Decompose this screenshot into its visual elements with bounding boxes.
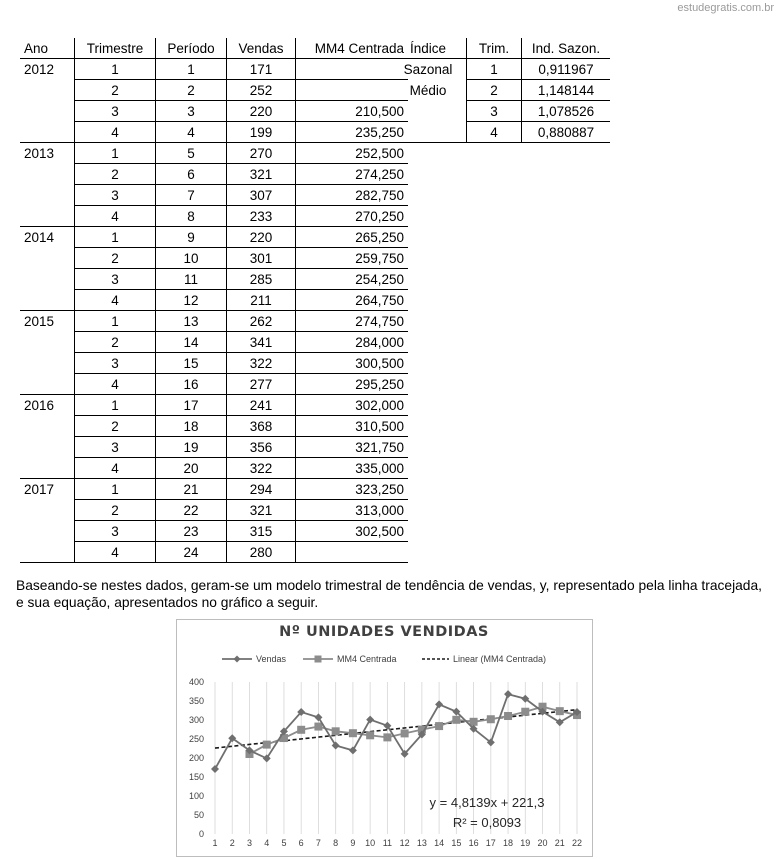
y-tick-label: 200 [188,753,204,763]
x-tick-label: 8 [333,838,339,848]
sales-cell: 4 [156,122,227,143]
x-tick-label: 19 [520,838,531,848]
index-cell: 4 [467,122,522,143]
sales-row [20,143,408,164]
index-cell: 0,880887 [522,122,611,143]
sales-cell: 23 [156,521,227,542]
index-cell: 1 [467,59,522,80]
x-tick-label: 5 [281,838,287,848]
sales-cell: 233 [227,206,296,227]
sales-cell [20,542,75,563]
x-tick-label: 13 [416,838,427,848]
mm4-point [314,723,322,731]
index-label-cell [390,122,467,143]
sales-cell: 307 [227,185,296,206]
sales-row [20,500,408,521]
sales-cell: 9 [156,227,227,248]
x-tick-label: 9 [350,838,356,848]
index-row [390,101,610,122]
y-tick-label: 100 [188,791,204,801]
sales-cell: 2014 [24,229,55,245]
vendas-point [435,700,443,708]
index-cell: 0,911967 [522,59,611,80]
mm4-point [263,741,271,749]
sales-cell: 277 [227,374,296,395]
sales-cell: 252,500 [296,143,409,164]
mm4-point [349,729,357,737]
mm4-point [452,716,460,724]
sales-cell: 284,000 [296,332,409,353]
sales-cell: 1 [75,479,156,500]
index-row [390,122,610,143]
sales-cell [20,101,75,122]
y-tick-label: 250 [188,734,204,744]
index-row [390,80,610,101]
sales-row [20,332,408,353]
sales-cell: 235,250 [296,122,409,143]
index-label-cell: Sazonal [403,61,453,77]
sales-cell: 322 [227,353,296,374]
mm4-point [297,726,305,734]
sales-row [20,437,408,458]
sales-cell [20,437,75,458]
sales-row [20,227,408,248]
sales-cell: 5 [156,143,227,164]
vendas-point [556,718,564,726]
sales-cell [20,122,75,143]
vendas-point [332,741,340,749]
sales-cell: 341 [227,332,296,353]
x-tick-label: 17 [485,838,496,848]
index-header-cell: Ind. Sazon. [522,38,611,59]
sales-cell: 199 [227,122,296,143]
sales-row [20,311,408,332]
sales-cell: 3 [75,521,156,542]
sales-cell [20,458,75,479]
sales-cell [20,500,75,521]
sales-cell: 4 [75,542,156,563]
sales-cell: 2015 [24,313,55,329]
sales-row [20,395,408,416]
sales-header-cell: Trimestre [75,38,156,59]
sales-row [20,101,408,122]
index-header-cell: Trim. [467,38,522,59]
sales-cell: 270,250 [296,206,409,227]
sales-cell: 21 [156,479,227,500]
index-row [390,59,610,80]
vendas-point [366,716,374,724]
sales-cell: 2 [156,80,227,101]
sales-cell [296,542,409,563]
sales-cell: 1 [75,395,156,416]
sales-cell: 4 [75,122,156,143]
sales-cell: 252 [227,80,296,101]
sales-cell: 3 [75,353,156,374]
sales-cell [20,80,75,101]
sales-cell [20,416,75,437]
x-tick-label: 16 [468,838,479,848]
x-tick-label: 1 [212,838,218,848]
vendas-point [349,746,357,754]
sales-row [20,374,408,395]
sales-cell: 17 [156,395,227,416]
vendas-point [211,765,219,773]
sales-cell: 220 [227,227,296,248]
trend-equation: y = 4,8139x + 221,3 [429,795,545,810]
sales-cell: 210,500 [296,101,409,122]
chart-canvas [177,620,592,856]
sales-cell: 3 [75,437,156,458]
sales-cell: 300,500 [296,353,409,374]
sales-header-cell: Vendas [227,38,296,59]
mm4-point [401,729,409,737]
sales-cell: 2 [75,332,156,353]
sales-cell: 10 [156,248,227,269]
sales-cell: 274,750 [296,311,409,332]
x-tick-label: 12 [399,838,410,848]
sales-cell [20,332,75,353]
sales-cell: 282,750 [296,185,409,206]
index-cell: 1,078526 [522,101,611,122]
sales-row [20,353,408,374]
sales-cell: 322 [227,458,296,479]
sales-cell: 2 [75,80,156,101]
x-tick-label: 11 [382,838,393,848]
sales-cell: 321 [227,164,296,185]
y-tick-label: 300 [188,715,204,725]
mm4-point [487,715,495,723]
sales-cell: 294 [227,479,296,500]
sales-cell: 24 [156,542,227,563]
sales-cell: 356 [227,437,296,458]
y-tick-label: 0 [198,829,204,839]
sales-row [20,416,408,437]
sales-header-cell: Período [156,38,227,59]
description-paragraph: Baseando-se nestes dados, geram-se um modelo trimestral de tendência de vendas, y, representado pela linha tracejada, e sua equação, apresentados no gráfico a seguir. [16,578,762,610]
mm4-point [504,712,512,720]
sales-row [20,80,408,101]
sales-cell: 3 [75,269,156,290]
sales-cell: 302,000 [296,395,409,416]
sales-cell: 2017 [24,481,55,497]
sales-cell: 2016 [24,397,55,413]
sales-cell: 301 [227,248,296,269]
sales-row [20,206,408,227]
sales-row [20,458,408,479]
sales-cell: 14 [156,332,227,353]
sales-cell: 7 [156,185,227,206]
sales-cell: 265,250 [296,227,409,248]
sales-cell: 20 [156,458,227,479]
sales-row [20,479,408,500]
sales-cell: 264,750 [296,290,409,311]
mm4-point [521,708,529,716]
sales-cell: 302,500 [296,521,409,542]
sales-cell: 18 [156,416,227,437]
sales-cell: 15 [156,353,227,374]
index-cell: 3 [467,101,522,122]
legend-marker-vendas [234,656,241,663]
x-tick-label: 6 [298,838,304,848]
y-tick-label: 350 [188,696,204,706]
sales-cell [20,374,75,395]
sales-cell: 3 [75,185,156,206]
sales-cell: 2 [75,416,156,437]
sales-cell: 285 [227,269,296,290]
sales-cell: 321,750 [296,437,409,458]
sales-cell: 12 [156,290,227,311]
mm4-point [366,731,374,739]
sales-chart [176,619,593,857]
sales-cell: 4 [75,206,156,227]
x-tick-label: 20 [537,838,548,848]
sales-cell: 4 [75,374,156,395]
y-tick-label: 50 [193,810,204,820]
y-tick-label: 400 [188,677,204,687]
sales-row [20,185,408,206]
sales-cell: 1 [75,143,156,164]
x-tick-label: 18 [503,838,514,848]
sales-header-cell: Ano [20,38,75,59]
sales-cell: 321 [227,500,296,521]
sales-row [20,542,408,563]
sales-row [20,59,408,80]
sales-cell: 16 [156,374,227,395]
sales-cell [20,353,75,374]
x-tick-label: 15 [451,838,462,848]
sales-row [20,164,408,185]
sales-cell [20,521,75,542]
sales-cell: 2012 [24,61,55,77]
sales-row [20,122,408,143]
sales-cell: 8 [156,206,227,227]
sales-row [20,248,408,269]
x-tick-label: 7 [315,838,321,848]
sales-cell: 262 [227,311,296,332]
mm4-point [383,733,391,741]
seasonal-index-table [390,38,610,143]
sales-cell [20,164,75,185]
sales-cell: 368 [227,416,296,437]
sales-table [20,38,408,563]
sales-cell: 274,250 [296,164,409,185]
vendas-point [383,722,391,730]
x-tick-label: 2 [229,838,235,848]
sales-cell: 2 [75,500,156,521]
index-cell: 2 [467,80,522,101]
sales-cell [20,269,75,290]
sales-cell: 3 [75,101,156,122]
sales-cell: 11 [156,269,227,290]
sales-cell: 241 [227,395,296,416]
legend-label-mm4: MM4 Centrada [337,654,397,664]
sales-cell [20,290,75,311]
index-header-cell: Índice [390,38,467,59]
sales-cell: 280 [227,542,296,563]
sales-cell: 2 [75,164,156,185]
mm4-point [332,727,340,735]
sales-cell [20,248,75,269]
sales-cell: 335,000 [296,458,409,479]
sales-cell [20,185,75,206]
chart-title: Nº UNIDADES VENDIDAS [279,624,489,640]
mm4-point [470,718,478,726]
x-tick-label: 14 [434,838,445,848]
sales-cell: 310,500 [296,416,409,437]
index-label-cell [390,101,467,122]
sales-row [20,290,408,311]
r-squared-label: R² = 0,8093 [452,815,522,830]
vendas-point [504,690,512,698]
sales-cell: 19 [156,437,227,458]
sales-cell: 220 [227,101,296,122]
sales-cell: 1 [75,227,156,248]
sales-cell: 270 [227,143,296,164]
watermark: estudegratis.com.br [677,2,774,14]
sales-cell: 295,250 [296,374,409,395]
sales-cell: 3 [156,101,227,122]
sales-row [20,521,408,542]
sales-cell: 1 [156,59,227,80]
legend-marker-mm4 [315,656,322,663]
sales-header-cell: MM4 Centrada [296,38,409,59]
mm4-point [556,707,564,715]
sales-row [20,269,408,290]
index-label-cell: Médio [409,82,447,98]
sales-cell: 2 [75,248,156,269]
sales-cell: 315 [227,521,296,542]
mm4-point [435,722,443,730]
sales-cell: 13 [156,311,227,332]
sales-cell: 6 [156,164,227,185]
x-tick-label: 3 [246,838,252,848]
sales-cell: 259,750 [296,248,409,269]
legend-label-vendas: Vendas [256,654,287,664]
x-tick-label: 21 [554,838,565,848]
sales-cell: 323,250 [296,479,409,500]
sales-cell: 22 [156,500,227,521]
sales-cell: 254,250 [296,269,409,290]
x-tick-label: 4 [264,838,270,848]
legend-label-linear: Linear (MM4 Centrada) [453,654,547,664]
sales-cell: 1 [75,59,156,80]
sales-cell: 4 [75,458,156,479]
sales-cell [20,206,75,227]
sales-cell: 171 [227,59,296,80]
vendas-point [314,713,322,721]
x-tick-label: 22 [571,838,583,848]
sales-cell: 1 [75,311,156,332]
sales-cell: 4 [75,290,156,311]
sales-cell: 313,000 [296,500,409,521]
y-tick-label: 150 [188,772,204,782]
index-cell: 1,148144 [522,80,611,101]
sales-cell: 211 [227,290,296,311]
sales-cell: 2013 [24,145,55,161]
x-tick-label: 10 [365,838,376,848]
